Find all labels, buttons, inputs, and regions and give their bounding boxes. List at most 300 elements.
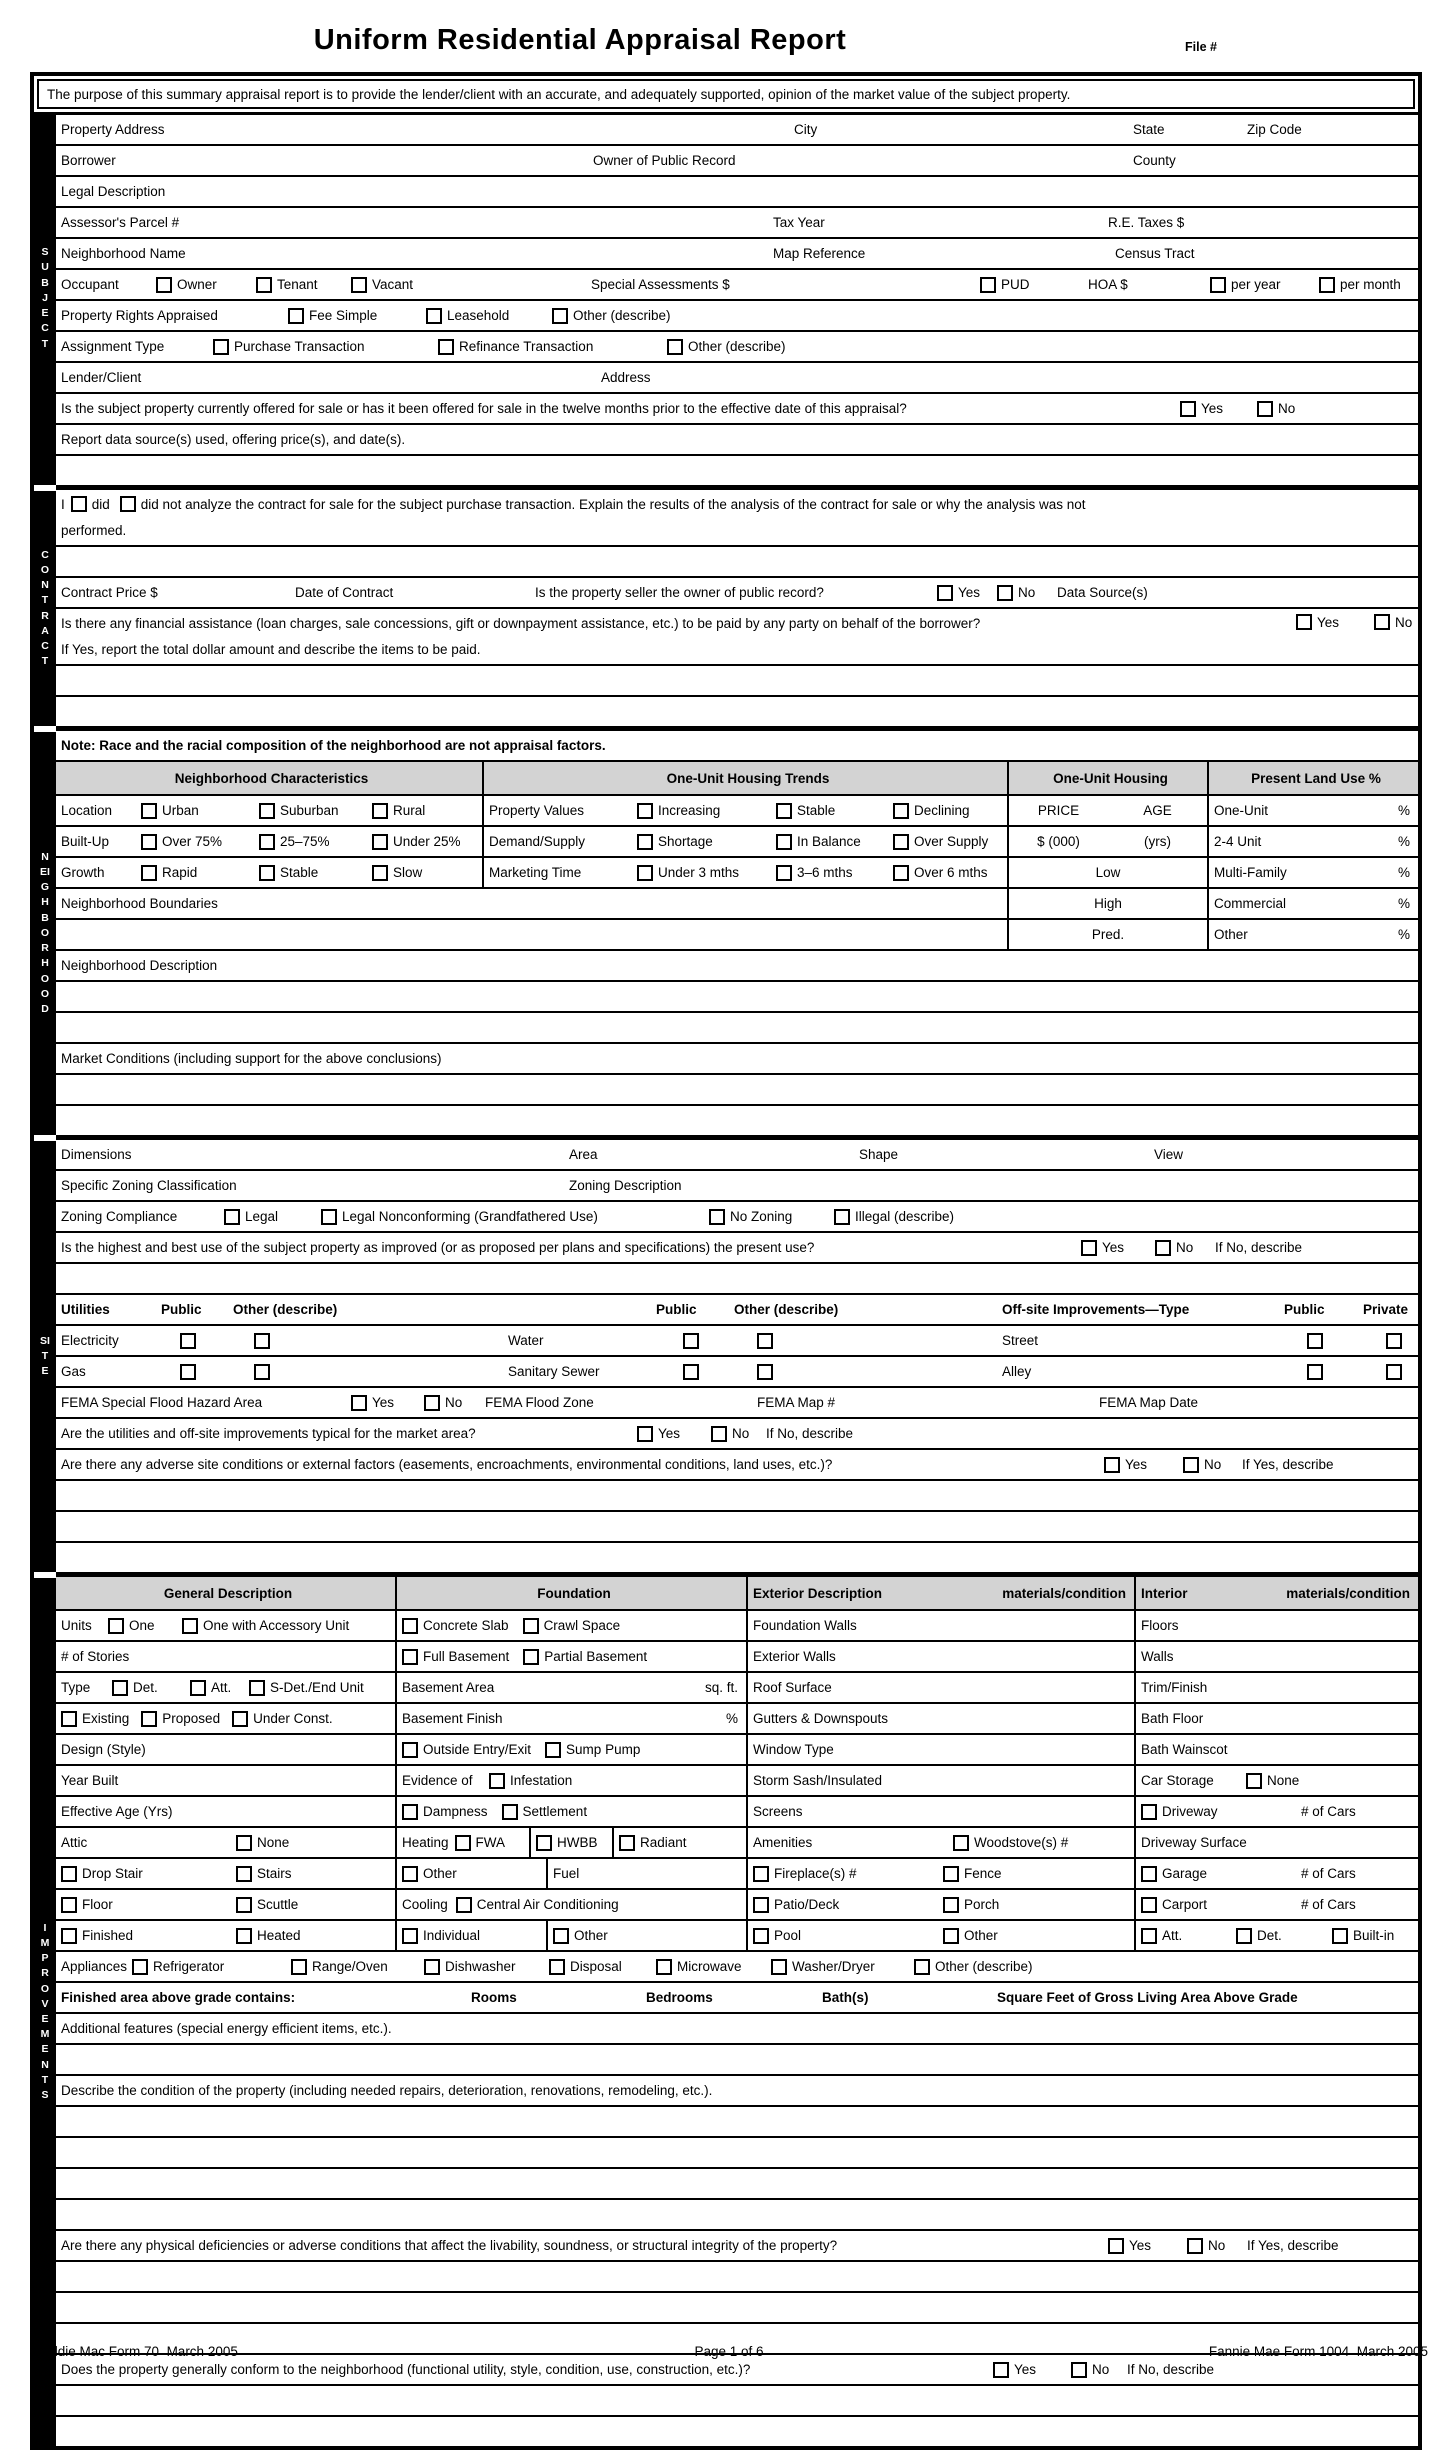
improvements-row-1 — [56, 1611, 1418, 1642]
checkbox-illegal[interactable] — [834, 1209, 850, 1225]
checkbox-did[interactable] — [71, 496, 87, 512]
city-label: City — [794, 122, 818, 137]
roof-surface-field[interactable] — [748, 1673, 1136, 1702]
checkbox-rights-other[interactable] — [552, 308, 568, 324]
legal-description-label: Legal Description — [61, 184, 166, 199]
year-built-field[interactable] — [56, 1766, 397, 1795]
checkbox-fema-yes[interactable] — [351, 1395, 367, 1411]
site-blank-line[interactable] — [56, 1543, 1418, 1572]
electricity-label: Electricity — [61, 1333, 119, 1348]
checkbox-under-3-mths[interactable] — [637, 865, 653, 881]
cooling-other-label: Other — [574, 1928, 608, 1943]
checkbox-fence[interactable] — [943, 1866, 959, 1882]
attic-finished-label: Finished — [82, 1928, 134, 1943]
checkbox-physical-yes[interactable] — [1108, 2238, 1124, 2254]
physical-yes-label: Yes — [1129, 2238, 1152, 2253]
checkbox-alley-private[interactable] — [1386, 1364, 1402, 1380]
stories-label: # of Stories — [61, 1649, 130, 1664]
section-neighborhood — [34, 726, 1418, 1135]
state-label: State — [1133, 122, 1165, 137]
heated-label: Heated — [257, 1928, 301, 1943]
refinance-transaction-label: Refinance Transaction — [459, 339, 594, 354]
design-style-label: Design (Style) — [61, 1742, 146, 1757]
typical-yes-label: Yes — [658, 1426, 681, 1441]
improvements-blank-line[interactable] — [56, 2262, 1418, 2293]
checkbox-owner[interactable] — [156, 277, 172, 293]
checkbox-offered-no[interactable] — [1257, 401, 1273, 417]
exterior-walls-field[interactable] — [748, 1642, 1136, 1671]
under-25-label: Under 25% — [393, 834, 461, 849]
amenities-label: Amenities — [753, 1835, 813, 1850]
per-month-label: per month — [1340, 277, 1401, 292]
row-describe-condition[interactable] — [56, 2076, 1418, 2107]
contract-side-strip — [34, 485, 56, 726]
checkbox-settlement[interactable] — [502, 1804, 518, 1820]
checkbox-highest-no[interactable] — [1155, 1240, 1171, 1256]
row-neighborhood-name[interactable] — [56, 239, 1418, 270]
checkbox-heated[interactable] — [236, 1928, 252, 1944]
heating-other-label: Other — [423, 1866, 457, 1881]
land-other-label: Other — [1214, 927, 1248, 942]
neighborhood-blank-line[interactable] — [56, 1106, 1418, 1135]
patio-deck-label: Patio/Deck — [774, 1897, 840, 1912]
checkbox-fwa[interactable] — [455, 1835, 471, 1851]
roof-surface-label: Roof Surface — [753, 1680, 832, 1695]
checkbox-disposal[interactable] — [549, 1959, 565, 1975]
checkbox-infestation[interactable] — [489, 1773, 505, 1789]
drop-stair-label: Drop Stair — [82, 1866, 143, 1881]
freddie-mac-form-label: Freddie Mac Form 70 — [30, 2344, 160, 2359]
offered-yes-label: Yes — [1201, 401, 1224, 416]
finished-area-label-1: Finished area — [61, 1990, 149, 2005]
commercial-label: Commercial — [1214, 896, 1287, 911]
special-assessments-label: Special Assessments $ — [591, 277, 730, 292]
checkbox-seller-yes[interactable] — [937, 585, 953, 601]
partial-basement-label: Partial Basement — [544, 1649, 648, 1664]
row-physical-deficiencies — [56, 2231, 1418, 2262]
assessors-parcel-label: Assessor's Parcel # — [61, 215, 180, 230]
trim-finish-field[interactable] — [1136, 1673, 1418, 1702]
checkbox-assignment-other[interactable] — [667, 339, 683, 355]
checkbox-under-25[interactable] — [372, 834, 388, 850]
checkbox-rapid[interactable] — [141, 865, 157, 881]
improvements-blank-line[interactable] — [56, 2169, 1418, 2200]
checkbox-sewer-public[interactable] — [683, 1364, 699, 1380]
checkbox-partial-basement[interactable] — [523, 1649, 539, 1665]
dishwasher-label: Dishwasher — [445, 1959, 516, 1974]
checkbox-financial-yes[interactable] — [1296, 614, 1312, 630]
checkbox-heating-other[interactable] — [402, 1866, 418, 1882]
seller-owner-question: Is the property seller the owner of public record? — [535, 585, 824, 600]
fee-simple-label: Fee Simple — [309, 308, 378, 323]
other-describe-label-1: Other (describe) — [233, 1302, 338, 1317]
checkbox-refinance-transaction[interactable] — [438, 339, 454, 355]
row-assessors-parcel[interactable] — [56, 208, 1418, 239]
checkbox-fee-simple[interactable] — [288, 308, 304, 324]
checkbox-central-air[interactable] — [456, 1897, 472, 1913]
woodstove-label: Woodstove(s) # — [974, 1835, 1069, 1850]
checkbox-carport[interactable] — [1141, 1897, 1157, 1913]
neighborhood-row-boundaries — [56, 889, 1418, 920]
s-det-label: S-Det./End Unit — [270, 1680, 364, 1695]
demand-supply-label: Demand/Supply — [489, 834, 586, 849]
appliances-label: Appliances — [61, 1959, 128, 1974]
checkbox-urban[interactable] — [141, 803, 157, 819]
occupant-label: Occupant — [61, 277, 119, 292]
checkbox-cooling-other[interactable] — [553, 1928, 569, 1944]
subject-blank-line[interactable] — [56, 456, 1418, 485]
highest-no-label: No — [1176, 1240, 1194, 1255]
row-additional-features[interactable] — [56, 2014, 1418, 2045]
contract-blank-line[interactable] — [56, 697, 1418, 726]
contract-blank-line[interactable] — [56, 666, 1418, 697]
attic-floor-label: Floor — [82, 1897, 113, 1912]
checkbox-vacant[interactable] — [351, 277, 367, 293]
outside-entry-label: Outside Entry/Exit — [423, 1742, 532, 1757]
subject-side-label: SUBJECT — [41, 246, 49, 350]
full-basement-label: Full Basement — [423, 1649, 510, 1664]
highest-if-no-label: If No, describe — [1215, 1240, 1303, 1255]
porch-label: Porch — [964, 1897, 1000, 1912]
checkbox-typical-yes[interactable] — [637, 1426, 653, 1442]
price-pred-label: Pred. — [1009, 920, 1209, 949]
baths-label: Bath(s) — [822, 1990, 869, 2005]
improvements-blank-line[interactable] — [56, 2138, 1418, 2169]
assignment-type-label: Assignment Type — [61, 339, 165, 354]
gutters-field[interactable] — [748, 1704, 1136, 1733]
checkbox-outside-entry[interactable] — [402, 1742, 418, 1758]
checkbox-seller-no[interactable] — [997, 585, 1013, 601]
checkbox-att[interactable] — [190, 1680, 206, 1696]
checkbox-stairs[interactable] — [236, 1866, 252, 1882]
checkbox-dishwasher[interactable] — [424, 1959, 440, 1975]
checkbox-increasing[interactable] — [637, 803, 653, 819]
refrigerator-label: Refrigerator — [153, 1959, 225, 1974]
pud-label: PUD — [1001, 277, 1030, 292]
checkbox-highest-yes[interactable] — [1081, 1240, 1097, 1256]
checkbox-typical-no[interactable] — [711, 1426, 727, 1442]
improvements-blank-line[interactable] — [56, 2293, 1418, 2324]
checkbox-water-other[interactable] — [757, 1333, 773, 1349]
sqft-gla-label: Square Feet of Gross Living Area Above Grade — [997, 1990, 1298, 2005]
checkbox-one-unit[interactable] — [108, 1618, 124, 1634]
foundation-walls-field[interactable] — [748, 1611, 1136, 1640]
checkbox-gas-public[interactable] — [180, 1364, 196, 1380]
fuel-field[interactable] — [548, 1859, 746, 1888]
existing-label: Existing — [82, 1711, 130, 1726]
checkbox-full-basement[interactable] — [402, 1649, 418, 1665]
vacant-label: Vacant — [372, 277, 414, 292]
checkbox-s-det[interactable] — [249, 1680, 265, 1696]
header-one-unit-housing-trends: One-Unit Housing Trends — [484, 762, 1009, 794]
design-style-field[interactable] — [56, 1735, 397, 1764]
neighborhood-side-label: NEIGHBORHOOD — [40, 850, 50, 1015]
checkbox-drop-stair[interactable] — [61, 1866, 77, 1882]
checkbox-refrigerator[interactable] — [132, 1959, 148, 1975]
checkbox-built-in[interactable] — [1332, 1928, 1348, 1944]
checkbox-patio-deck[interactable] — [753, 1897, 769, 1913]
checkbox-conform-yes[interactable] — [993, 2362, 1009, 2378]
improvements-table-header — [56, 1577, 1418, 1611]
checkbox-car-none[interactable] — [1246, 1773, 1262, 1789]
checkbox-washer-dryer[interactable] — [771, 1959, 787, 1975]
seller-yes-label: Yes — [958, 585, 981, 600]
checkbox-sump-pump[interactable] — [545, 1742, 561, 1758]
bath-floor-field[interactable] — [1136, 1704, 1418, 1733]
checkbox-adverse-no[interactable] — [1183, 1457, 1199, 1473]
evidence-of-label: Evidence of — [402, 1773, 473, 1788]
walls-label: Walls — [1141, 1649, 1174, 1664]
det-label: Det. — [133, 1680, 158, 1695]
row-property-rights — [56, 301, 1418, 332]
checkbox-per-year[interactable] — [1210, 277, 1226, 293]
range-oven-label: Range/Oven — [312, 1959, 388, 1974]
checkbox-existing[interactable] — [61, 1711, 77, 1727]
financial-if-yes-label: If Yes, report the total dollar amount and describe the items to be paid. — [61, 641, 481, 657]
checkbox-range-oven[interactable] — [291, 1959, 307, 1975]
one-label: One — [129, 1618, 155, 1633]
growth-stable-label: Stable — [280, 865, 319, 880]
checkbox-electricity-other[interactable] — [254, 1333, 270, 1349]
gutters-label: Gutters & Downspouts — [753, 1711, 889, 1726]
checkbox-values-stable[interactable] — [776, 803, 792, 819]
checkbox-scuttle[interactable] — [236, 1897, 252, 1913]
adverse-yes-label: Yes — [1125, 1457, 1148, 1472]
checkbox-suburban[interactable] — [259, 803, 275, 819]
checkbox-street-public[interactable] — [1307, 1333, 1323, 1349]
checkbox-adverse-yes[interactable] — [1104, 1457, 1120, 1473]
header-interior-materials: materials/condition — [1286, 1585, 1410, 1601]
row-occupant — [56, 270, 1418, 301]
fannie-mae-date-label: March 2005 — [1356, 2344, 1428, 2359]
subject-side-strip — [34, 112, 56, 485]
row-adverse-site-conditions — [56, 1450, 1418, 1481]
checkbox-pud[interactable] — [980, 277, 996, 293]
land-other-pct: % — [1397, 927, 1410, 942]
checkbox-det[interactable] — [112, 1680, 128, 1696]
checkbox-crawl-space[interactable] — [523, 1618, 539, 1634]
checkbox-gas-other[interactable] — [254, 1364, 270, 1380]
radiant-label: Radiant — [640, 1835, 687, 1850]
improvements-blank-line[interactable] — [56, 2417, 1418, 2446]
zoning-description-label: Zoning Description — [569, 1178, 682, 1193]
row-utilities-typical — [56, 1419, 1418, 1450]
checkbox-driveway[interactable] — [1141, 1804, 1157, 1820]
driveway-num-cars-label: # of Cars — [1301, 1804, 1356, 1819]
checkbox-fireplace[interactable] — [753, 1866, 769, 1882]
3-6-mths-label: 3–6 mths — [797, 865, 853, 880]
did-not-line: did not analyze the contract for sale for the subject purchase transaction. Explain the results of the analysis of the contract for sale or why the analysis was not — [140, 496, 1086, 512]
site-blank-line[interactable] — [56, 1264, 1418, 1295]
microwave-label: Microwave — [677, 1959, 742, 1974]
stories-field[interactable] — [56, 1642, 397, 1671]
neighborhood-boundaries-field-2[interactable] — [56, 920, 1009, 949]
financial-question: Is there any financial assistance (loan charges, sale concessions, gift or downpayment assistance, etc.) to be paid by any party on behalf of the borrower? — [61, 615, 981, 631]
checkbox-per-month[interactable] — [1319, 277, 1335, 293]
checkbox-radiant[interactable] — [619, 1835, 635, 1851]
checkbox-legal-nonconforming[interactable] — [321, 1209, 337, 1225]
financial-yes-label: Yes — [1317, 614, 1340, 630]
site-blank-line[interactable] — [56, 1512, 1418, 1543]
checkbox-alley-public[interactable] — [1307, 1364, 1323, 1380]
checkbox-offered-yes[interactable] — [1180, 401, 1196, 417]
neighborhood-boundaries-field[interactable] — [56, 889, 1009, 918]
row-zoning-classification[interactable] — [56, 1171, 1418, 1202]
neighborhood-blank-line[interactable] — [56, 1013, 1418, 1044]
checkbox-garage[interactable] — [1141, 1866, 1157, 1882]
county-label: County — [1133, 153, 1176, 168]
checkbox-shortage[interactable] — [637, 834, 653, 850]
checkbox-conform-no[interactable] — [1071, 2362, 1087, 2378]
checkbox-25-75[interactable] — [259, 834, 275, 850]
checkbox-declining[interactable] — [893, 803, 909, 819]
zoning-classification-label: Specific Zoning Classification — [61, 1178, 237, 1193]
floors-label: Floors — [1141, 1618, 1179, 1633]
checkbox-microwave[interactable] — [656, 1959, 672, 1975]
offered-no-label: No — [1278, 401, 1296, 416]
other-describe-label-2: Other (describe) — [734, 1302, 839, 1317]
checkbox-slow[interactable] — [372, 865, 388, 881]
checkbox-financial-no[interactable] — [1374, 614, 1390, 630]
row-legal-description[interactable] — [56, 177, 1418, 208]
site-blank-line[interactable] — [56, 1481, 1418, 1512]
row-financial-assistance — [56, 609, 1418, 666]
improvements-blank-line[interactable] — [56, 2045, 1418, 2076]
checkbox-concrete-slab[interactable] — [402, 1618, 418, 1634]
bath-wainscot-field[interactable] — [1136, 1735, 1418, 1764]
checkbox-woodstove[interactable] — [953, 1835, 969, 1851]
row-property-address[interactable] — [56, 115, 1418, 146]
checkbox-attic-finished[interactable] — [61, 1928, 77, 1944]
checkbox-individual[interactable] — [402, 1928, 418, 1944]
driveway-surface-field[interactable] — [1136, 1828, 1418, 1857]
section-subject — [34, 112, 1418, 485]
row-borrower[interactable] — [56, 146, 1418, 177]
checkbox-over-supply[interactable] — [893, 834, 909, 850]
header-neighborhood-characteristics: Neighborhood Characteristics — [56, 762, 484, 794]
fema-map-label: FEMA Map # — [757, 1395, 836, 1410]
storm-sash-field[interactable] — [748, 1766, 1136, 1795]
leasehold-label: Leasehold — [447, 308, 510, 323]
over-75-label: Over 75% — [162, 834, 223, 849]
floors-field[interactable] — [1136, 1611, 1418, 1640]
checkbox-one-accessory[interactable] — [182, 1618, 198, 1634]
crawl-space-label: Crawl Space — [543, 1618, 621, 1633]
window-type-field[interactable] — [748, 1735, 1136, 1764]
checkbox-tenant[interactable] — [256, 277, 272, 293]
stairs-label: Stairs — [257, 1866, 292, 1881]
checkbox-in-balance[interactable] — [776, 834, 792, 850]
checkbox-growth-stable[interactable] — [259, 865, 275, 881]
finished-area-above: above — [151, 1990, 191, 2005]
storm-sash-label: Storm Sash/Insulated — [753, 1773, 883, 1788]
checkbox-proposed[interactable] — [141, 1711, 157, 1727]
checkbox-zoning-legal[interactable] — [224, 1209, 240, 1225]
checkbox-rural[interactable] — [372, 803, 388, 819]
improvements-row-10 — [56, 1890, 1418, 1921]
borrower-label: Borrower — [61, 153, 116, 168]
checkbox-fema-no[interactable] — [424, 1395, 440, 1411]
checkbox-street-private[interactable] — [1386, 1333, 1402, 1349]
row-report-sources[interactable] — [56, 425, 1418, 456]
row-dimensions[interactable] — [56, 1140, 1418, 1171]
checkbox-pool[interactable] — [753, 1928, 769, 1944]
typical-no-label: No — [732, 1426, 750, 1441]
checkbox-appliances-other[interactable] — [914, 1959, 930, 1975]
purpose-text: The purpose of this summary appraisal report is to provide the lender/client with an accurate, and adequately supported, opinion of the market value of the subject property. — [47, 86, 1071, 102]
public-label-3: Public — [1284, 1302, 1325, 1317]
checkbox-dampness[interactable] — [402, 1804, 418, 1820]
neighborhood-blank-line[interactable] — [56, 982, 1418, 1013]
additional-features-label: Additional features (special energy efficient items, etc.). — [61, 2021, 392, 2036]
improvements-blank-line[interactable] — [56, 2200, 1418, 2231]
screens-field[interactable] — [748, 1797, 1136, 1826]
checkbox-purchase-transaction[interactable] — [213, 339, 229, 355]
checkbox-over-6-mths[interactable] — [893, 865, 909, 881]
property-values-label: Property Values — [489, 803, 585, 818]
checkbox-electricity-public[interactable] — [180, 1333, 196, 1349]
contract-blank-line[interactable] — [56, 547, 1418, 578]
checkbox-water-public[interactable] — [683, 1333, 699, 1349]
multi-family-pct: % — [1397, 865, 1410, 880]
checkbox-attic-floor[interactable] — [61, 1897, 77, 1913]
physical-if-yes-label: If Yes, describe — [1247, 2238, 1339, 2253]
rooms-label: Rooms — [471, 1990, 517, 2005]
age-label: AGE — [1143, 803, 1172, 818]
section-improvements — [34, 1572, 1418, 2446]
improvements-blank-line[interactable] — [56, 2386, 1418, 2417]
freddie-mac-date-label: March 2005 — [166, 2344, 238, 2359]
disposal-label: Disposal — [570, 1959, 622, 1974]
checkbox-no-zoning[interactable] — [709, 1209, 725, 1225]
checkbox-porch[interactable] — [943, 1897, 959, 1913]
financial-no-label: No — [1395, 614, 1413, 630]
under-const-label: Under Const. — [253, 1711, 333, 1726]
improvements-blank-line[interactable] — [56, 2107, 1418, 2138]
purchase-transaction-label: Purchase Transaction — [234, 339, 365, 354]
checkbox-did-not[interactable] — [120, 496, 136, 512]
marketing-time-label: Marketing Time — [489, 865, 582, 880]
garage-det-label: Det. — [1257, 1928, 1282, 1943]
row-lender-client[interactable] — [56, 363, 1418, 394]
row-market-conditions[interactable] — [56, 1044, 1418, 1075]
checkbox-physical-no[interactable] — [1187, 2238, 1203, 2254]
effective-age-field[interactable] — [56, 1797, 397, 1826]
checkbox-amenities-other[interactable] — [943, 1928, 959, 1944]
owner-of-public-record-label: Owner of Public Record — [593, 153, 736, 168]
hwbb-label: HWBB — [557, 1835, 598, 1850]
checkbox-under-const[interactable] — [232, 1711, 248, 1727]
checkbox-3-6-mths[interactable] — [776, 865, 792, 881]
checkbox-over-75[interactable] — [141, 834, 157, 850]
row-neighborhood-description[interactable] — [56, 951, 1418, 982]
checkbox-garage-det[interactable] — [1236, 1928, 1252, 1944]
checkbox-garage-att[interactable] — [1141, 1928, 1157, 1944]
checkbox-sewer-other[interactable] — [757, 1364, 773, 1380]
report-sources-label: Report data source(s) used, offering price(s), and date(s). — [61, 432, 406, 447]
checkbox-hwbb[interactable] — [536, 1835, 552, 1851]
section-contract — [34, 485, 1418, 726]
checkbox-attic-none[interactable] — [236, 1835, 252, 1851]
walls-field[interactable] — [1136, 1642, 1418, 1671]
basement-finish-label: Basement Finish — [402, 1711, 503, 1726]
neighborhood-blank-line[interactable] — [56, 1075, 1418, 1106]
urar-form — [30, 72, 1422, 2450]
built-up-label: Built-Up — [61, 834, 110, 849]
in-balance-label: In Balance — [797, 834, 861, 849]
price-high-label: High — [1009, 889, 1209, 918]
checkbox-leasehold[interactable] — [426, 308, 442, 324]
